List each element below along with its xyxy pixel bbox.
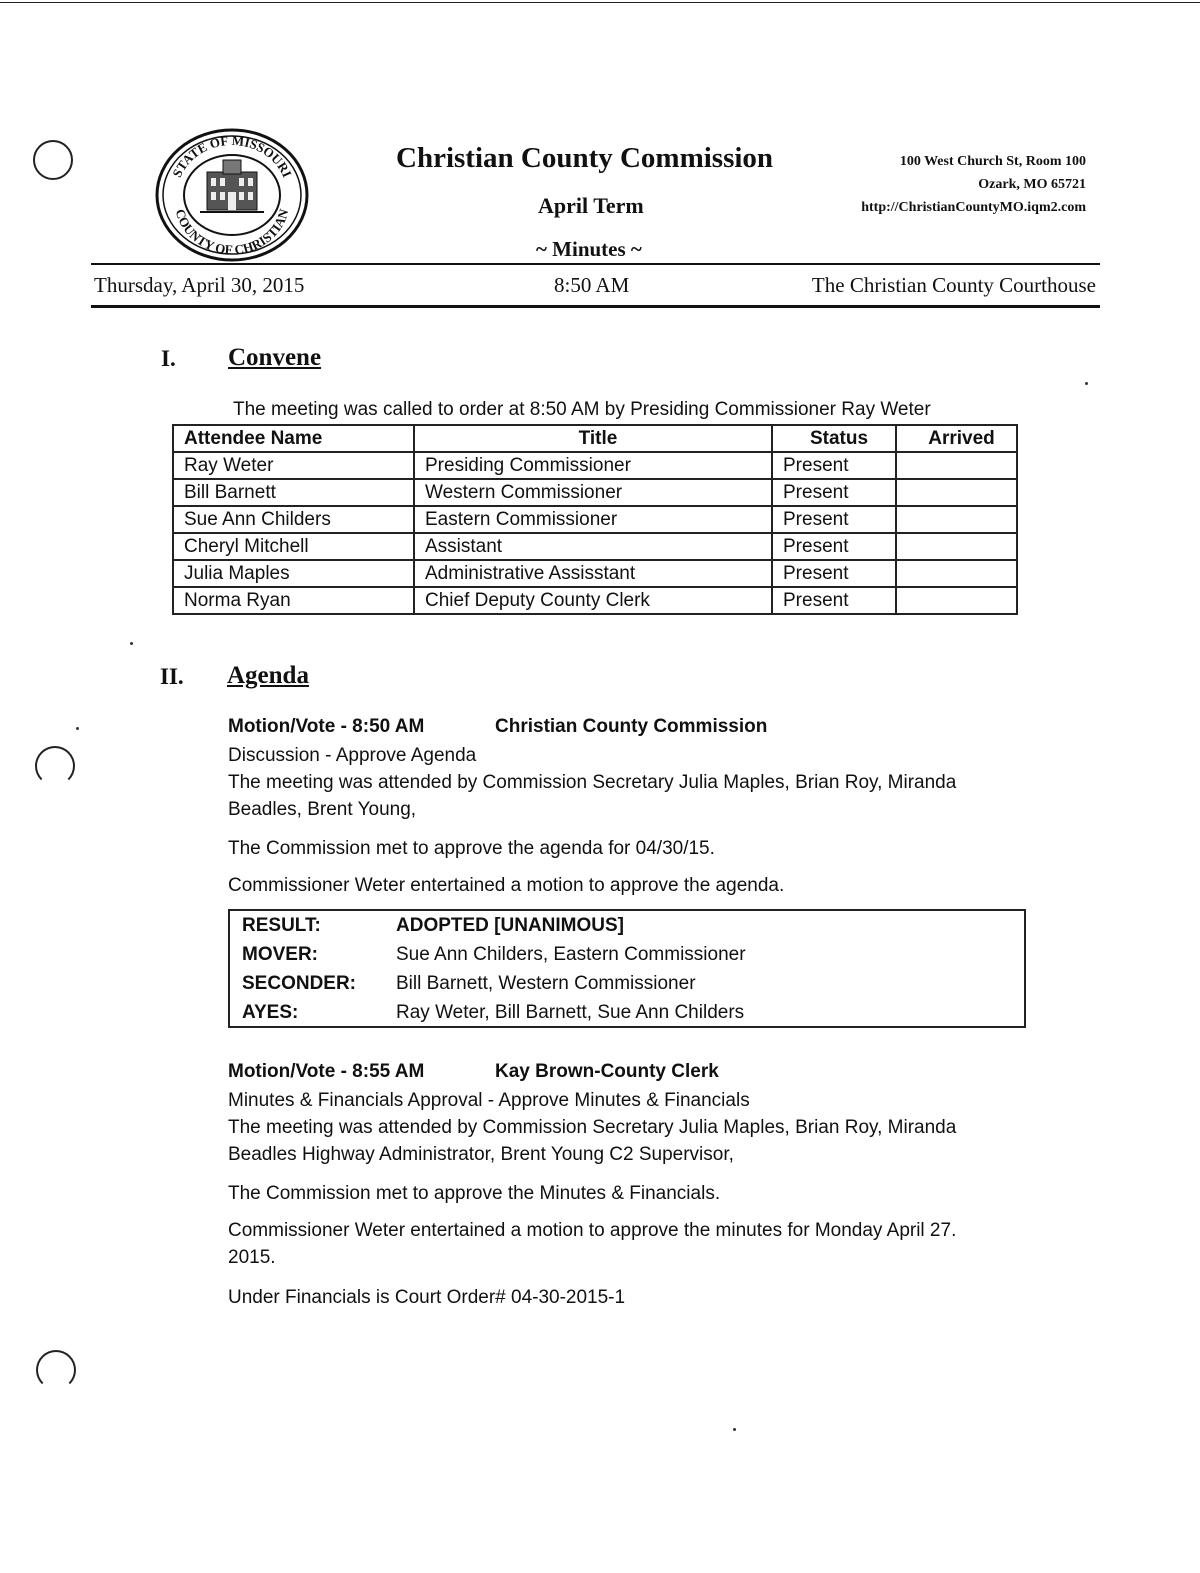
motion-text: Commissioner Weter entertained a motion to approve the agenda.	[228, 875, 785, 896]
scan-speck	[76, 727, 79, 730]
attendee-name: Norma Ryan	[173, 587, 414, 614]
attendee-name: Julia Maples	[173, 560, 414, 587]
county-seal-logo	[155, 128, 309, 262]
attendee-name: Ray Weter	[173, 452, 414, 479]
section-title-convene: Convene	[228, 344, 322, 371]
scan-speck	[1085, 382, 1088, 385]
attendance-table	[172, 424, 1018, 615]
vote-label: SECONDER:	[242, 973, 357, 994]
meeting-date: Thursday, April 30, 2015	[94, 273, 305, 297]
attendance-text: The meeting was attended by Commission Secretary Julia Maples, Brian Roy, Miranda	[228, 1117, 957, 1138]
purpose-text: The Commission met to approve the Minutes & Financials.	[228, 1183, 721, 1204]
attendee-status: Present	[772, 479, 896, 506]
call-to-order-text: The meeting was called to order at 8:50 AM by Presiding Commissioner Ray Weter	[233, 399, 931, 420]
attendance-text: Beadles Highway Administrator, Brent Young C2 Supervisor,	[228, 1144, 734, 1165]
svg-text:STATE OF MISSOURI: STATE OF MISSOURI	[169, 132, 295, 180]
binder-hole-icon	[33, 140, 73, 180]
attendee-arrived	[896, 452, 1017, 479]
organization-title: Christian County Commission	[396, 142, 774, 174]
attendee-arrived	[896, 506, 1017, 533]
table-row	[173, 587, 1017, 614]
binder-hole-icon	[35, 746, 75, 786]
attendee-name: Cheryl Mitchell	[173, 533, 414, 560]
header-divider	[91, 305, 1100, 308]
table-row	[173, 560, 1017, 587]
vote-mover: Sue Ann Childers, Eastern Commissioner	[396, 944, 746, 965]
attendee-title: Chief Deputy County Clerk	[414, 587, 772, 614]
address-line-2: Ozark, MO 65721	[978, 177, 1086, 192]
table-header-row	[173, 425, 1017, 452]
table-row	[173, 506, 1017, 533]
discussion-line: Minutes & Financials Approval - Approve Minutes & Financials	[228, 1090, 750, 1111]
purpose-text: The Commission met to approve the agenda for 04/30/15.	[228, 838, 715, 859]
attendance-text: The meeting was attended by Commission Secretary Julia Maples, Brian Roy, Miranda	[228, 772, 957, 793]
table-row	[173, 479, 1017, 506]
motion-presenter: Kay Brown-County Clerk	[495, 1061, 719, 1082]
motion-time: Motion/Vote - 8:55 AM	[228, 1061, 425, 1082]
motion-time: Motion/Vote - 8:50 AM	[228, 716, 425, 737]
attendee-name: Bill Barnett	[173, 479, 414, 506]
scan-speck	[733, 1428, 736, 1431]
vote-seconder: Bill Barnett, Western Commissioner	[396, 973, 696, 994]
vote-result-box	[228, 909, 1026, 1028]
meeting-location: The Christian County Courthouse	[811, 273, 1096, 297]
attendee-arrived	[896, 560, 1017, 587]
attendee-status: Present	[772, 452, 896, 479]
column-header: Attendee Name	[173, 425, 414, 452]
binder-hole-icon	[36, 1350, 76, 1390]
attendance-text: Beadles, Brent Young,	[228, 799, 417, 820]
motion-text: 2015.	[228, 1247, 276, 1268]
page-top-edge	[0, 2, 1200, 3]
term-label: April Term	[538, 193, 644, 218]
table-row	[173, 452, 1017, 479]
vote-ayes: Ray Weter, Bill Barnett, Sue Ann Childers	[396, 1002, 745, 1023]
scan-speck	[130, 642, 133, 645]
attendee-arrived	[896, 479, 1017, 506]
attendee-status: Present	[772, 587, 896, 614]
attendee-status: Present	[772, 560, 896, 587]
header-divider	[91, 263, 1100, 265]
section-number: I.	[161, 346, 176, 371]
address-line-1: 100 West Church St, Room 100	[899, 154, 1086, 169]
minutes-label: ~ Minutes ~	[536, 237, 642, 261]
attendee-status: Present	[772, 533, 896, 560]
meeting-time: 8:50 AM	[554, 273, 630, 297]
motion-text: Commissioner Weter entertained a motion to approve the minutes for Monday April 27.	[228, 1220, 957, 1241]
vote-label: AYES:	[242, 1002, 299, 1023]
vote-label: RESULT:	[242, 915, 321, 936]
attendee-title: Presiding Commissioner	[414, 452, 772, 479]
motion-presenter: Christian County Commission	[495, 716, 768, 737]
vote-result: ADOPTED [UNANIMOUS]	[396, 915, 624, 936]
court-order-text: Under Financials is Court Order# 04-30-2015-1	[228, 1287, 626, 1308]
attendee-title: Eastern Commissioner	[414, 506, 772, 533]
section-number: II.	[160, 664, 184, 689]
attendee-arrived	[896, 587, 1017, 614]
column-header: Status	[772, 425, 896, 452]
column-header: Arrived	[896, 425, 1017, 452]
vote-label: MOVER:	[242, 944, 318, 965]
attendee-status: Present	[772, 506, 896, 533]
section-title-agenda: Agenda	[227, 662, 309, 689]
motion-vote-heading	[228, 716, 768, 738]
attendee-title: Administrative Assisstant	[414, 560, 772, 587]
attendee-title: Assistant	[414, 533, 772, 560]
column-header: Title	[414, 425, 772, 452]
svg-text:COUNTY OF CHRISTIAN: COUNTY OF CHRISTIAN	[172, 207, 292, 258]
attendee-title: Western Commissioner	[414, 479, 772, 506]
attendee-arrived	[896, 533, 1017, 560]
motion-vote-heading	[228, 1061, 719, 1083]
discussion-line: Discussion - Approve Agenda	[228, 745, 477, 766]
table-row	[173, 533, 1017, 560]
website-link[interactable]: http://ChristianCountyMO.iqm2.com	[861, 200, 1086, 215]
attendee-name: Sue Ann Childers	[173, 506, 414, 533]
